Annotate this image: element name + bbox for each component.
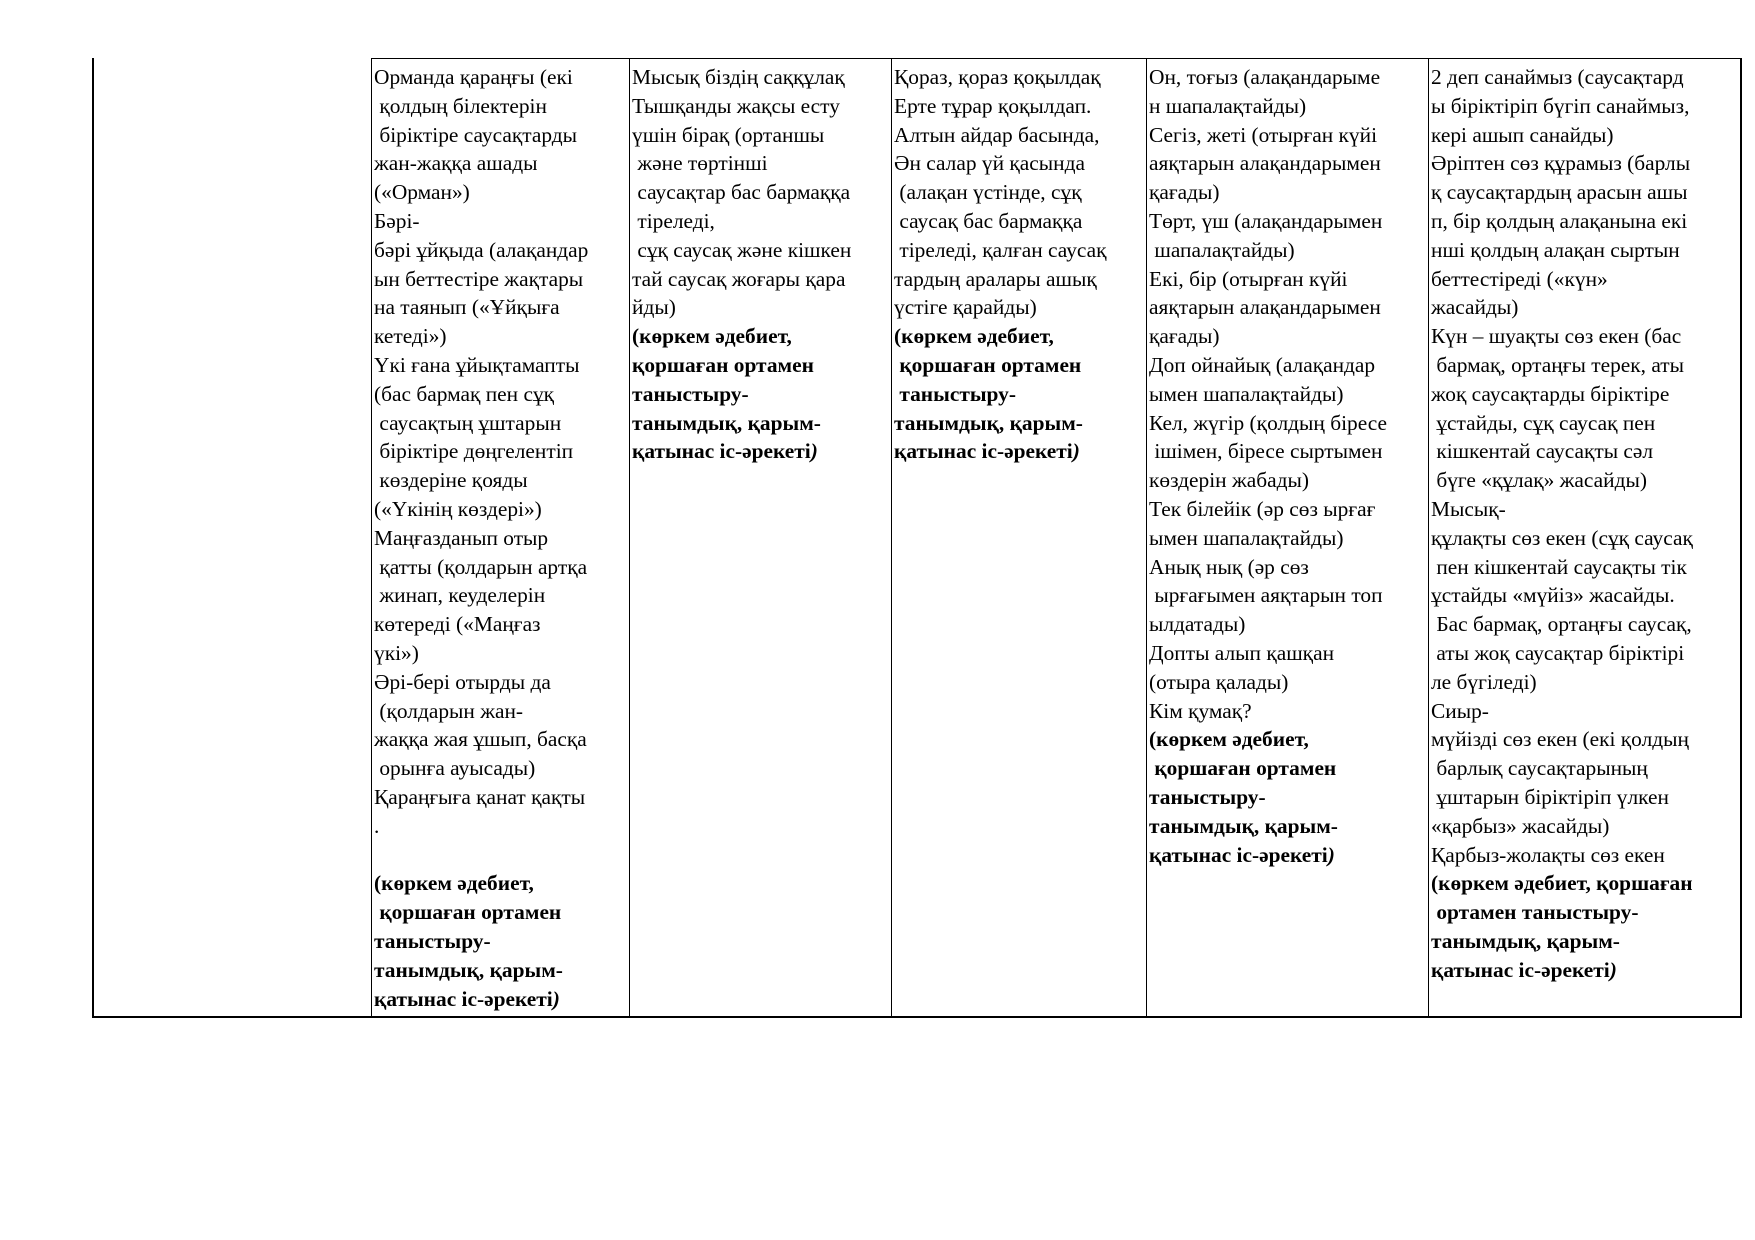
integration-label-line	[374, 869, 628, 898]
integration-label-text: (көркем әдебиет, қоршаған	[1431, 871, 1693, 896]
text-line: Мысық-	[1431, 496, 1506, 521]
text-line: Бәрі-	[374, 208, 420, 233]
text-line: және төртінші	[632, 151, 768, 176]
text-line: Кел, жүгір (қолдың біресе	[1149, 410, 1388, 435]
text-line: Сиыр-	[1431, 698, 1489, 723]
text-line: көздеріне қояды	[374, 468, 528, 493]
table-cell-rooster-game	[891, 58, 1146, 1016]
text-line: жаққа жая ұшып, басқа	[374, 727, 587, 752]
text-line: (қолдарын жан-	[374, 698, 524, 723]
text-line: қағады)	[1149, 324, 1220, 349]
text-line: (отыра қалады)	[1149, 669, 1289, 694]
integration-label-text: (көркем әдебиет,	[894, 324, 1054, 349]
text-line: Ән салар үй қасында	[894, 151, 1085, 176]
text-line: Екі, бір (отырған күйі	[1149, 266, 1348, 291]
text-line: Доп ойнайық (алақандар	[1149, 352, 1376, 377]
text-line: кері ашып санайды)	[1431, 122, 1614, 147]
text-line: көтереді («Маңғаз	[374, 612, 541, 637]
text-line: тіреледі, қалған саусақ	[894, 237, 1107, 262]
text-line: көздерін жабады)	[1149, 468, 1309, 493]
text-line: кішкентай саусақты сәл	[1431, 439, 1654, 464]
integration-label-line	[374, 956, 628, 985]
integration-label-text: қоршаған ортамен	[1149, 756, 1337, 781]
integration-label-line	[1149, 783, 1427, 812]
text-line: Тышқанды жақсы есту	[632, 93, 840, 118]
text-line: барлық саусақтарының	[1431, 756, 1648, 781]
text-line: Әрі-бері отырды да	[374, 669, 551, 694]
text-line: аяқтарын алақандарымен	[1149, 295, 1381, 320]
text-line: сұқ саусақ және кішкен	[632, 237, 852, 262]
text-line: тіреледі,	[632, 208, 715, 233]
text-line: Күн – шуақты сөз екен (бас	[1431, 324, 1682, 349]
integration-label-text: қоршаған ортамен	[894, 352, 1082, 377]
text-line: кетеді»)	[374, 324, 447, 349]
closing-paren: )	[1609, 957, 1617, 982]
integration-label-text: ортамен таныстыру-	[1431, 900, 1639, 925]
text-line: қағады)	[1149, 180, 1220, 205]
integration-label-text: танымдық, қарым-	[1149, 813, 1338, 838]
integration-label-line	[632, 322, 890, 351]
integration-label-line	[1149, 812, 1427, 841]
closing-paren: )	[1327, 842, 1335, 867]
cell-text	[630, 59, 891, 466]
integration-label-line	[374, 927, 628, 956]
text-line: йды)	[632, 295, 676, 320]
integration-label-text: танымдық, қарым-	[374, 957, 563, 982]
integration-label-line	[894, 351, 1145, 380]
cell-text	[1429, 59, 1740, 985]
text-line: Тек білейік (әр сөз ырғағ	[1149, 496, 1376, 521]
integration-label-line	[1149, 725, 1427, 754]
text-line: «қарбыз» жасайды)	[1431, 813, 1610, 838]
text-line: нші қолдың алақан сыртын	[1431, 237, 1680, 262]
text-line: Допты алып қашқан	[1149, 640, 1335, 665]
integration-label-text: қатынас іс-әрекеті	[632, 439, 811, 464]
text-line: ымен шапалақтайды)	[1149, 525, 1344, 550]
text-line: ле бүгіледі)	[1431, 669, 1537, 694]
integration-label-line	[1431, 898, 1739, 927]
integration-label-text: таныстыру-	[894, 381, 1016, 406]
table-cell-empty	[92, 58, 371, 1016]
text-line: мүйізді сөз екен (екі қолдың	[1431, 727, 1689, 752]
text-line: ын беттестіре жақтары	[374, 266, 584, 291]
integration-label-text: танымдық, қарым-	[632, 410, 821, 435]
text-line: ымен шапалақтайды)	[1149, 381, 1344, 406]
table-cell-forest-game	[371, 58, 629, 1016]
text-line: бәрі ұйқыда (алақандар	[374, 237, 589, 262]
integration-label-text: қоршаған ортамен	[632, 352, 814, 377]
text-line: н шапалақтайды)	[1149, 93, 1307, 118]
text-line: ұстайды, сұқ саусақ пен	[1431, 410, 1656, 435]
text-line: жинап, кеуделерін	[374, 583, 546, 608]
text-line: үстіге қарайды)	[894, 295, 1037, 320]
integration-label-text: қатынас іс-әрекеті	[894, 439, 1073, 464]
integration-label-text: танымдық, қарым-	[894, 410, 1083, 435]
text-line: Маңғазданып отыр	[374, 525, 549, 550]
text-line: қатты (қолдарын артқа	[374, 554, 588, 579]
text-line: ішімен, біресе сыртымен	[1149, 439, 1383, 464]
text-line: бармақ, ортаңғы терек, аты	[1431, 352, 1685, 377]
integration-label-line	[632, 409, 890, 438]
text-line: на таянып («Ұйқыға	[374, 295, 560, 320]
integration-label-text: қатынас іс-әрекеті	[374, 986, 553, 1011]
table-cell-word-game	[1428, 58, 1740, 1016]
text-line: Ерте тұрар қоқылдап.	[894, 93, 1092, 118]
text-line: (бас бармақ пен сұқ	[374, 381, 555, 406]
integration-label-text: қатынас іс-әрекеті	[1431, 957, 1610, 982]
integration-label-line	[1431, 956, 1739, 985]
text-line: саусақтың ұштарын	[374, 410, 562, 435]
text-line: құлақты сөз екен (сұқ саусақ	[1431, 525, 1693, 550]
integration-label-text: таныстыру-	[632, 381, 749, 406]
text-line: аты жоқ саусақтар біріктірі	[1431, 640, 1685, 665]
text-line: («Орман»)	[374, 180, 470, 205]
integration-label-text: таныстыру-	[374, 928, 491, 953]
integration-label-text: (көркем әдебиет,	[632, 324, 792, 349]
text-line: (алақан үстінде, сұқ	[894, 180, 1082, 205]
text-line: Мысық біздің саққұлақ	[632, 65, 845, 89]
table-cell-cat-game	[629, 58, 891, 1016]
integration-label-line	[1149, 841, 1427, 870]
text-line: ы біріктіріп бүгіп санаймыз,	[1431, 93, 1690, 118]
text-line: біріктіре саусақтарды	[374, 122, 578, 147]
text-line: ырғағымен аяқтарын топ	[1149, 583, 1383, 608]
text-line: шапалақтайды)	[1149, 237, 1295, 262]
integration-label-line	[1431, 869, 1739, 898]
text-line: біріктіре дөңгелентіп	[374, 439, 574, 464]
text-line: ылдатады)	[1149, 612, 1246, 637]
integration-label-text: танымдық, қарым-	[1431, 928, 1620, 953]
text-line: Үкі ғана ұйықтамапты	[374, 352, 580, 377]
integration-label-text: қатынас іс-әрекеті	[1149, 842, 1328, 867]
integration-label-line	[894, 322, 1145, 351]
blank-line	[374, 841, 628, 870]
integration-label-line	[894, 437, 1145, 466]
text-line: Алтын айдар басында,	[894, 122, 1100, 147]
cell-text	[372, 59, 629, 1013]
activities-table	[92, 58, 1742, 1018]
text-line: үкі»)	[374, 640, 419, 665]
text-line: .	[374, 813, 380, 838]
integration-label-line	[374, 898, 628, 927]
text-line: ұстайды «мүйіз» жасайды.	[1431, 583, 1675, 608]
closing-paren: )	[552, 986, 560, 1011]
integration-label-line	[894, 409, 1145, 438]
text-line: жасайды)	[1431, 295, 1519, 320]
text-line: Қораз, қораз қоқылдақ	[894, 65, 1101, 89]
text-line: аяқтарын алақандарымен	[1149, 151, 1381, 176]
text-line: қолдың білектерін	[374, 93, 547, 118]
cell-text	[892, 59, 1146, 466]
text-line: орынға ауысады)	[374, 756, 536, 781]
integration-label-line	[632, 380, 890, 409]
text-line: тардың аралары ашық	[894, 266, 1097, 291]
text-line: Он, тоғыз (алақандарыме	[1149, 65, 1381, 89]
integration-label-line	[1149, 754, 1427, 783]
text-line: 2 деп санаймыз (саусақтард	[1431, 65, 1684, 89]
integration-label-line	[374, 985, 628, 1014]
integration-label-line	[894, 380, 1145, 409]
integration-label-text: (көркем әдебиет,	[1149, 727, 1309, 752]
text-line: Сегіз, жеті (отырған күйі	[1149, 122, 1378, 147]
text-line: ұштарын біріктіріп үлкен	[1431, 784, 1669, 809]
text-line: тай саусақ жоғары қара	[632, 266, 846, 291]
integration-label-line	[1431, 927, 1739, 956]
closing-paren: )	[810, 439, 818, 464]
integration-label-text: таныстыру-	[1149, 784, 1266, 809]
text-line: беттестіреді («күн»	[1431, 266, 1608, 291]
text-line: Кім қумақ?	[1149, 698, 1252, 723]
text-line: жан-жаққа ашады	[374, 151, 538, 176]
text-line: п, бір қолдың алақанына екі	[1431, 208, 1688, 233]
text-line: пен кішкентай саусақты тік	[1431, 554, 1687, 579]
text-line: Қарбыз-жолақты сөз екен	[1431, 842, 1665, 867]
text-line: жоқ саусақтарды біріктіре	[1431, 381, 1670, 406]
integration-label-text: қоршаған ортамен	[374, 900, 562, 925]
cell-text	[1147, 59, 1428, 869]
text-line: үшін бірақ (ортаншы	[632, 122, 825, 147]
text-line: Қараңғыға қанат қақты	[374, 784, 586, 809]
text-line: Орманда қараңғы (екі	[374, 65, 573, 89]
integration-label-line	[632, 437, 890, 466]
text-line: бүге «құлақ» жасайды)	[1431, 468, 1647, 493]
table-cell-counting-ball-game	[1146, 58, 1428, 1016]
text-line: («Үкінің көздері»)	[374, 496, 542, 521]
text-line: саусақ бас бармаққа	[894, 208, 1083, 233]
text-line: Бас бармақ, ортаңғы саусақ,	[1431, 612, 1692, 637]
text-line: саусақтар бас бармаққа	[632, 180, 851, 205]
text-line: Әріптен сөз құрамыз (барлы	[1431, 151, 1691, 176]
closing-paren: )	[1072, 439, 1080, 464]
text-line: Анық нық (әр сөз	[1149, 554, 1309, 579]
text-line: қ саусақтардың арасын ашы	[1431, 180, 1688, 205]
text-line: Төрт, үш (алақандарымен	[1149, 208, 1383, 233]
integration-label-text: (көркем әдебиет,	[374, 871, 534, 896]
integration-label-line	[632, 351, 890, 380]
